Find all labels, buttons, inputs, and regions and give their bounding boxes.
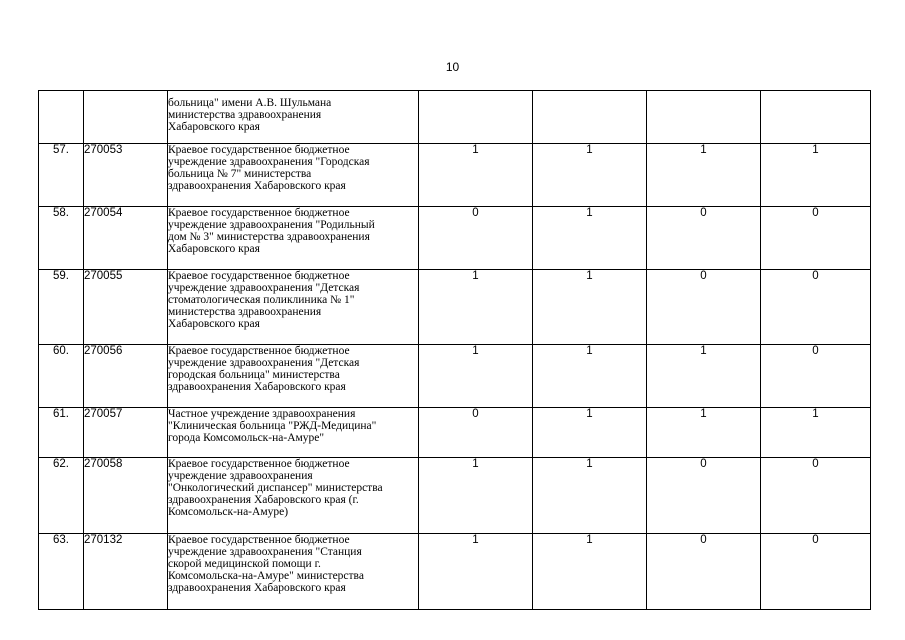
value-cell: 1 — [647, 345, 761, 408]
value-cell: 1 — [419, 270, 533, 345]
value-cell: 1 — [419, 345, 533, 408]
value-cell: 0 — [647, 534, 761, 610]
table-row — [39, 207, 871, 270]
value-cell: 0 — [761, 207, 871, 270]
num-cell: 60. — [39, 345, 84, 408]
value-cell: 0 — [761, 345, 871, 408]
num-cell: 57. — [39, 144, 84, 207]
name-cell: Краевое государственное бюджетное учреждение здравоохранения "Родильный дом № 3" министерства здравоохранения Хабаровского края — [168, 207, 419, 270]
table-row — [39, 270, 871, 345]
table-row — [39, 408, 871, 458]
code-cell: 270056 — [84, 345, 168, 408]
name-cell: Краевое государственное бюджетное учреждение здравоохранения "Детская городская больница" министерства здравоохранения Хабаровского края — [168, 345, 419, 408]
value-cell: 1 — [533, 345, 647, 408]
value-cell: 1 — [533, 270, 647, 345]
table-row — [39, 458, 871, 534]
value-cell: 1 — [761, 144, 871, 207]
value-cell: 0 — [761, 534, 871, 610]
table-row — [39, 144, 871, 207]
num-cell: 58. — [39, 207, 84, 270]
code-cell: 270053 — [84, 144, 168, 207]
value-cell: 1 — [647, 144, 761, 207]
name-cell: Краевое государственное бюджетное учреждение здравоохранения "Станция скорой медицинской помощи г. Комсомольска-на-Амуре" министерства здравоохранения Хабаровского края — [168, 534, 419, 610]
value-cell: 1 — [533, 144, 647, 207]
table-row-continuation — [39, 91, 871, 144]
value-cell — [647, 91, 761, 144]
name-cell: Краевое государственное бюджетное учреждение здравоохранения "Детская стоматологическая поликлиника № 1" министерства здравоохранения Хабаровского края — [168, 270, 419, 345]
value-cell: 1 — [533, 408, 647, 458]
value-cell: 0 — [419, 408, 533, 458]
value-cell: 0 — [647, 270, 761, 345]
value-cell — [761, 91, 871, 144]
value-cell: 0 — [761, 458, 871, 534]
code-cell — [84, 91, 168, 144]
name-cell: больница" имени А.В. Шульмана министерства здравоохранения Хабаровского края — [168, 91, 419, 144]
name-cell: Краевое государственное бюджетное учреждение здравоохранения "Городская больница № 7" министерства здравоохранения Хабаровского края — [168, 144, 419, 207]
code-cell: 270054 — [84, 207, 168, 270]
value-cell: 1 — [419, 534, 533, 610]
value-cell: 0 — [419, 207, 533, 270]
code-cell: 270057 — [84, 408, 168, 458]
page-number: 10 — [445, 60, 460, 74]
code-cell: 270132 — [84, 534, 168, 610]
table-body — [39, 91, 871, 610]
table-row — [39, 345, 871, 408]
value-cell: 1 — [533, 458, 647, 534]
value-cell — [533, 91, 647, 144]
value-cell: 1 — [647, 408, 761, 458]
value-cell: 0 — [647, 458, 761, 534]
value-cell: 0 — [761, 270, 871, 345]
value-cell: 0 — [647, 207, 761, 270]
name-cell: Частное учреждение здравоохранения "Клиническая больница "РЖД-Медицина" города Комсомольск-на-Амуре" — [168, 408, 419, 458]
hospital-table — [38, 90, 871, 610]
value-cell — [419, 91, 533, 144]
num-cell: 59. — [39, 270, 84, 345]
num-cell: 63. — [39, 534, 84, 610]
value-cell: 1 — [419, 458, 533, 534]
num-cell — [39, 91, 84, 144]
num-cell: 62. — [39, 458, 84, 534]
code-cell: 270058 — [84, 458, 168, 534]
value-cell: 1 — [533, 207, 647, 270]
value-cell: 1 — [761, 408, 871, 458]
value-cell: 1 — [533, 534, 647, 610]
value-cell: 1 — [419, 144, 533, 207]
code-cell: 270055 — [84, 270, 168, 345]
num-cell: 61. — [39, 408, 84, 458]
table-row — [39, 534, 871, 610]
name-cell: Краевое государственное бюджетное учреждение здравоохранения "Онкологический диспансер" министерства здравоохранения Хабаровского края (г. Комсомольск-на-Амуре) — [168, 458, 419, 534]
